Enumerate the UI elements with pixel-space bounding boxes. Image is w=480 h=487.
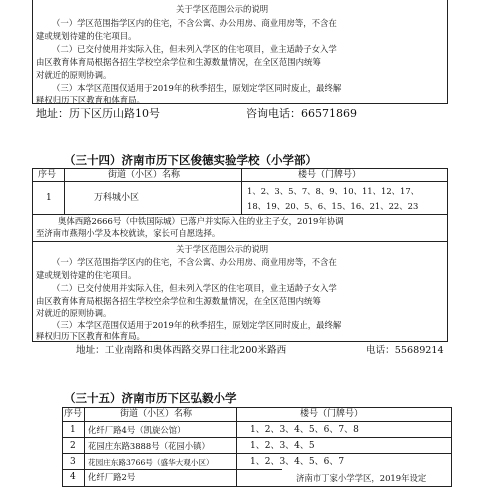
notes-line: 释权归历下区教育和体育局。 — [36, 95, 145, 105]
notes-line: 由区教育体育局根据各招生学校空余学位和生源数量情况，在全区范围内统筹 — [36, 57, 321, 67]
notes-title-2: 关于学区范围公示的说明 — [176, 244, 269, 254]
notes-line: （三）本学区范围仅适用于2019年的秋季招生，原划定学区同时废止，最终解 — [52, 320, 342, 330]
school-title: （三十四）济南市历下区俊德实验学校（小学部） — [64, 153, 317, 167]
row-no: 3 — [70, 457, 76, 467]
row-no: 1 — [46, 193, 52, 203]
school-address: 地址：历下区历山路10号 — [36, 107, 160, 120]
row-no: 4 — [70, 472, 76, 482]
row-numbers: 1、2、3、4、5 — [250, 441, 315, 451]
header-street: 街道（小区）名称 — [108, 170, 181, 180]
row-no: 2 — [70, 441, 76, 451]
notes-line: 对就近的原则协调。 — [36, 308, 112, 318]
notes-line: （一）学区范围指学区内的住宅，不含公寓、办公用房、商业用房等，不含在 — [52, 18, 337, 28]
notes-line: 由区教育体育局根据各招生学校空余学位和生源数量情况，在全区范围内统筹 — [36, 296, 321, 306]
notes-line: （三）本学区范围仅适用于2019年的秋季招生，原划定学区同时废止，最终解 — [52, 83, 342, 93]
side-note: 济南市丁家小学学区，2019年设定 — [296, 473, 427, 483]
header-building: 楼号（门牌号） — [298, 170, 362, 180]
remark-line: 至济南市燕翔小学及本校就读，家长可自愿选择。 — [36, 228, 221, 238]
row-numbers: 18、19、20、5、6、15、16、21、22、23 — [247, 201, 419, 211]
notes-line: 释权归历下区教育和体育局。 — [36, 331, 145, 341]
row-name: 花园庄东路3766号（盛华大观小区） — [88, 458, 214, 467]
notes-line: （二）已交付使用并实际入住，但未列入学区的住宅项目，业主适龄子女入学 — [52, 44, 337, 54]
row-numbers: 1、2、3、5、7、8、9、10、11、12、17、 — [247, 186, 420, 196]
header-street: 街道（小区）名称 — [120, 409, 193, 419]
notes-line: （一）学区范围指学区内的住宅，不含公寓、办公用房、商业用房等，不含在 — [52, 257, 337, 267]
school-address: 地址：工业南路和奥体西路交界口往北200米路西 — [76, 345, 287, 356]
school-phone: 电话：55689214 — [366, 345, 444, 356]
school-title: （三十五）济南市历下区弘毅小学 — [64, 391, 237, 405]
row-name: 花园庄东路3888号（花园小镇） — [88, 441, 210, 451]
header-no: 序号 — [64, 409, 83, 419]
row-no: 1 — [70, 425, 76, 435]
row-numbers: 1、2、3、4、5、6、7、8 — [250, 425, 359, 435]
header-building: 楼号（门牌号） — [300, 409, 364, 419]
remark-line: 奥体西路2666号（中铁国际城）已落户并实际入住的业主子女，2019年协调 — [58, 216, 344, 226]
row-name: 万科城小区 — [94, 193, 140, 203]
notes-line: （二）已交付使用并实际入住，但未列入学区的住宅项目，业主适龄子女入学 — [52, 283, 337, 293]
notes-line: 对就近的原则协调。 — [36, 70, 112, 80]
row-numbers: 1、2、3、4、5、6、7 — [250, 457, 345, 467]
notes-line: 建或规划待建的住宅项目。 — [36, 270, 137, 280]
row-name: 化纤厂路4号（凯旋公馆） — [88, 425, 186, 435]
row-name: 化纤厂路2号 — [88, 472, 136, 482]
school-phone: 咨询电话：66571869 — [246, 107, 357, 120]
notes-line: 建或规划待建的住宅项目。 — [36, 31, 137, 41]
notes-title-1: 关于学区范围公示的说明 — [176, 4, 269, 14]
header-no: 序号 — [38, 170, 57, 180]
